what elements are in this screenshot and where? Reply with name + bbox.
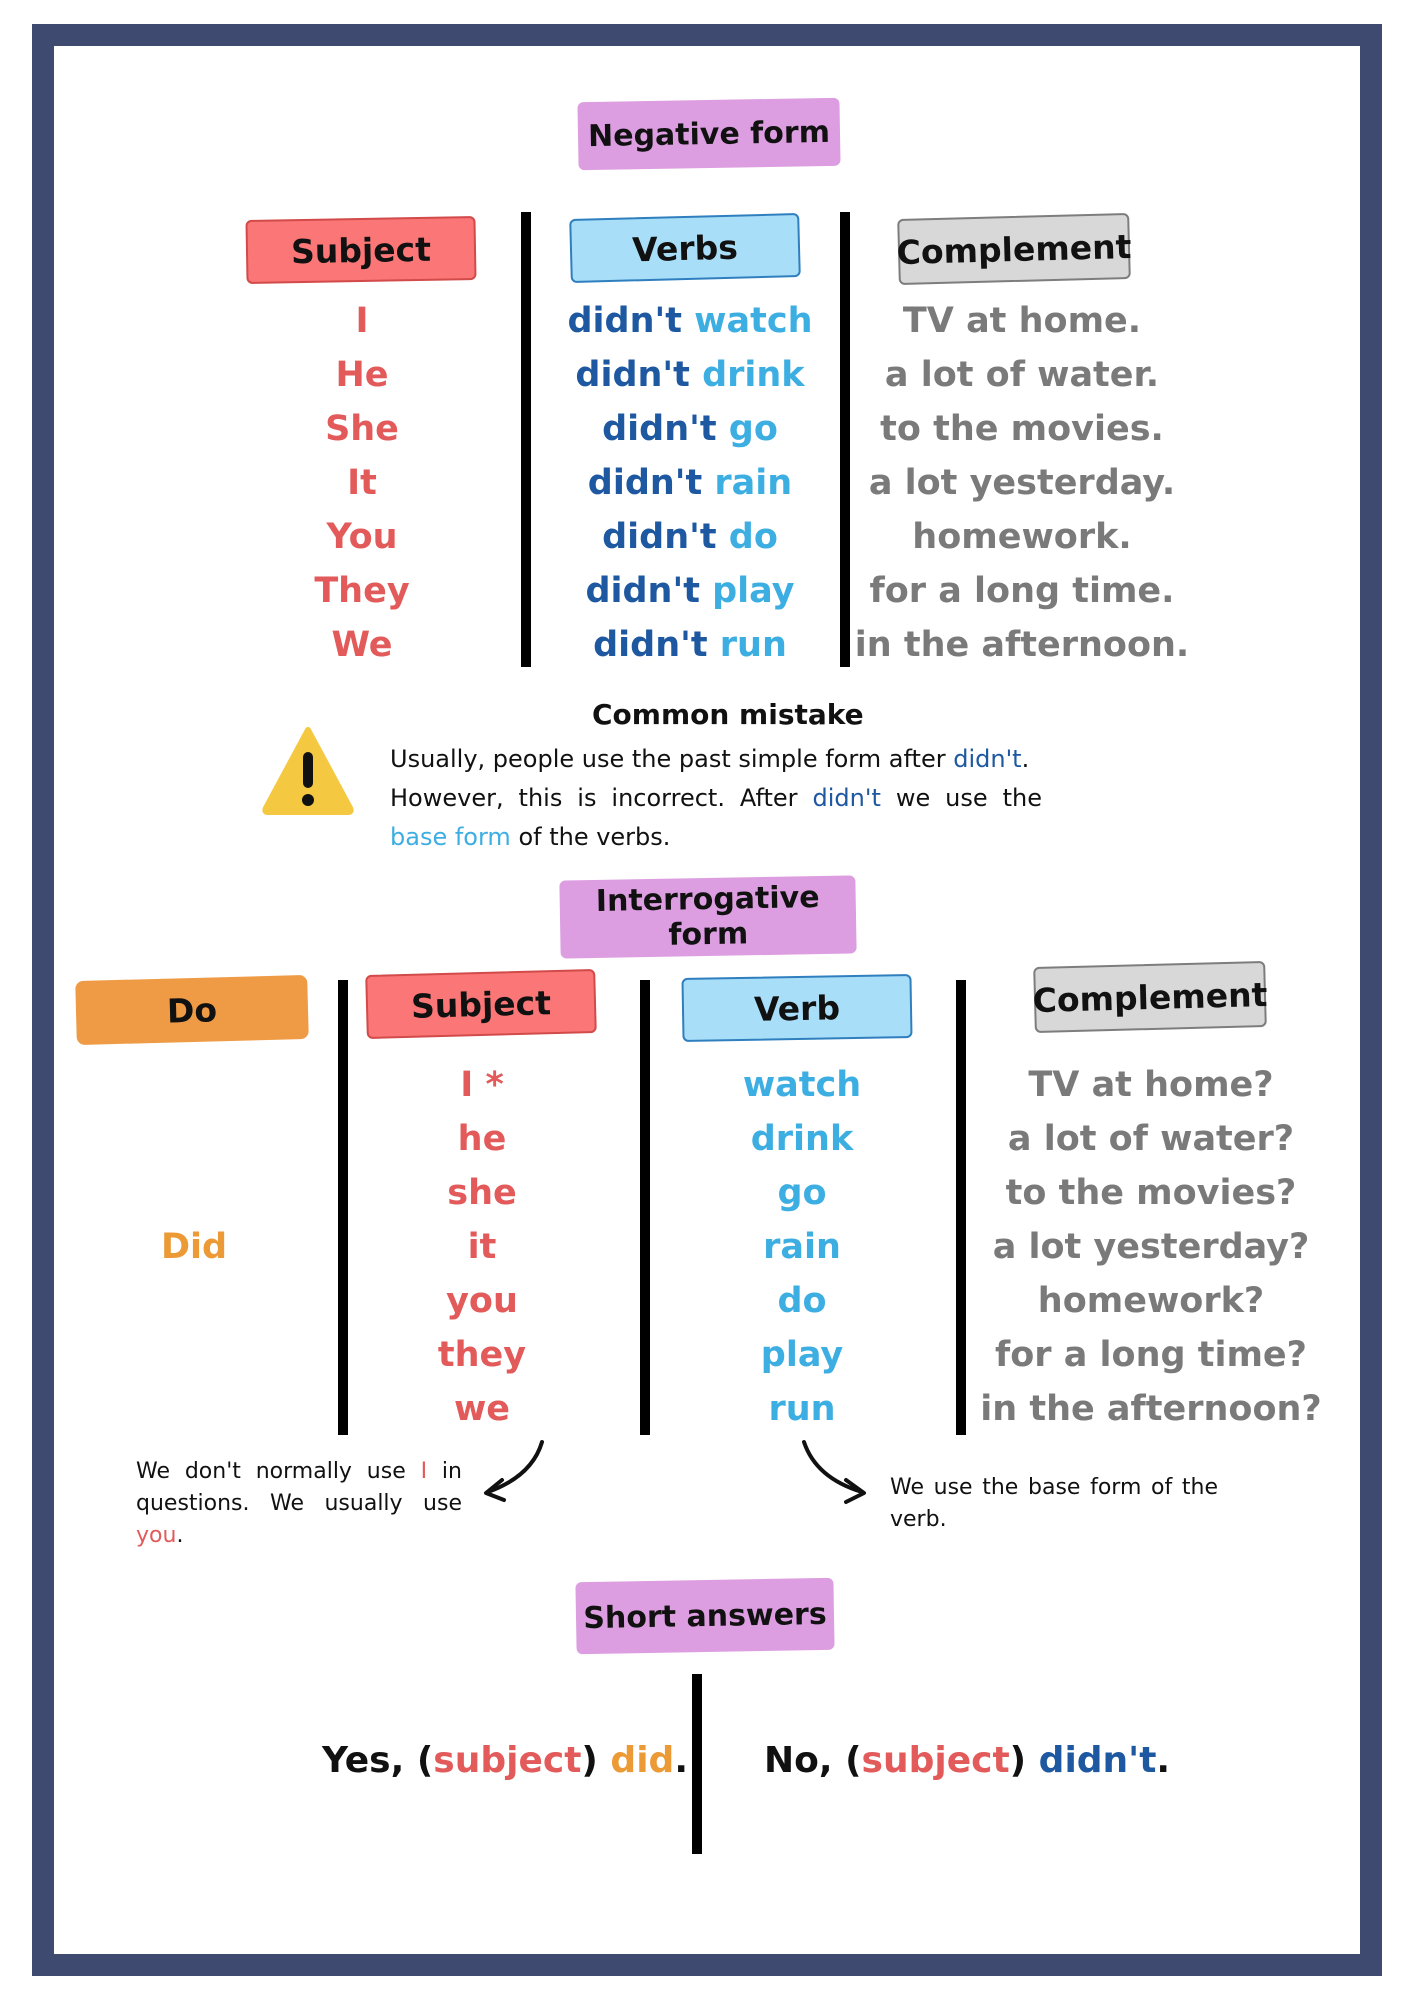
note-subject-i: We don't normally use I in questions. We usually use you. — [136, 1459, 462, 1548]
short-answers-title: Short answers — [575, 1578, 834, 1654]
verb-word: go — [728, 409, 778, 449]
interrogative-complement-column — [980, 1058, 1322, 1436]
subject-header: Subject — [245, 216, 476, 284]
complement-text: to the movies? — [1005, 1173, 1297, 1213]
divider-line — [640, 980, 650, 1435]
verb-word: do — [728, 517, 778, 557]
interrogative-form-title: Interrogative form — [559, 875, 856, 958]
subject-placeholder: subject — [861, 1740, 1010, 1781]
complement-text: to the movies. — [880, 409, 1164, 449]
subject-word: We — [331, 625, 393, 665]
didnt-highlight: didn't — [953, 745, 1022, 773]
aux-word: didn't — [567, 301, 682, 341]
verb-word: run — [719, 625, 787, 665]
verb-word: play — [760, 1335, 844, 1375]
verb-phrase — [567, 294, 812, 348]
divider-line — [338, 980, 348, 1435]
note-you-highlight: you — [136, 1523, 177, 1548]
common-mistake-text — [390, 740, 1042, 857]
verb-phrase — [575, 348, 804, 402]
complement-text: a lot of water? — [1007, 1119, 1295, 1159]
complement-header: Complement — [1033, 961, 1267, 1033]
verbs-header: Verbs — [569, 213, 801, 283]
verb-phrase — [593, 618, 787, 672]
subject-word: I * — [460, 1065, 504, 1105]
subject-word: they — [437, 1335, 527, 1375]
negative-complement-column — [854, 294, 1190, 672]
didnt-word: didn't — [1038, 1740, 1157, 1781]
subject-word: She — [325, 409, 399, 449]
do-header: Do — [75, 975, 309, 1045]
verb-phrase — [588, 456, 792, 510]
complement-text: TV at home. — [902, 301, 1142, 341]
subject-word: he — [457, 1119, 507, 1159]
verb-word: rain — [714, 463, 793, 503]
verb-phrase — [602, 510, 778, 564]
did-word: did — [610, 1740, 675, 1781]
aux-word: didn't — [587, 463, 703, 503]
complement-text: a lot yesterday? — [992, 1227, 1310, 1267]
verb-word: watch — [742, 1065, 862, 1105]
verb-word: watch — [694, 301, 813, 341]
verb-word: drink — [750, 1119, 854, 1159]
aux-word: didn't — [602, 409, 717, 449]
divider-line — [956, 980, 966, 1435]
warning-icon — [260, 724, 356, 816]
subject-word: They — [314, 571, 410, 611]
negative-form-title: Negative form — [577, 98, 840, 171]
verb-word: play — [712, 571, 795, 611]
complement-text: homework. — [912, 517, 1132, 557]
short-answer-yes: Yes, (subject) did. — [322, 1740, 688, 1781]
verb-phrase — [585, 564, 794, 618]
subject-word: she — [447, 1173, 517, 1213]
complement-text: TV at home? — [1028, 1065, 1274, 1105]
divider-line — [692, 1674, 702, 1854]
subject-word: we — [453, 1389, 511, 1429]
divider-line — [521, 212, 531, 667]
did-word: Did — [160, 1227, 228, 1267]
complement-text: in the afternoon. — [854, 625, 1190, 665]
mistake-line: Usually, people use the past simple form after didn't. — [390, 745, 1030, 773]
subject-word: it — [467, 1227, 497, 1267]
negative-verb-column — [540, 294, 840, 672]
arrow-left-icon — [472, 1436, 552, 1508]
short-answer-no: No, (subject) didn't. — [764, 1740, 1171, 1781]
complement-text: for a long time. — [869, 571, 1175, 611]
verb-word: drink — [702, 355, 805, 395]
verb-phrase — [602, 402, 778, 456]
negative-subject-column — [262, 294, 462, 672]
subject-word: I — [355, 301, 369, 341]
common-mistake-title: Common mistake — [592, 698, 864, 731]
complement-text: in the afternoon? — [980, 1389, 1322, 1429]
aux-word: didn't — [593, 625, 708, 665]
verb-word: rain — [763, 1227, 841, 1267]
didnt-highlight: didn't — [812, 784, 881, 812]
complement-text: for a long time? — [995, 1335, 1307, 1375]
subject-word: You — [326, 517, 398, 557]
mistake-line: base form of the verbs. — [390, 823, 671, 851]
subject-header: Subject — [365, 969, 597, 1039]
note-base-form: We use the base form of the verb. — [890, 1475, 1218, 1532]
base-form-highlight: base form — [390, 823, 511, 851]
mistake-line: However, this is incorrect. After didn't we use the — [390, 784, 1042, 812]
subject-word: you — [446, 1281, 518, 1321]
subject-placeholder: subject — [433, 1740, 582, 1781]
aux-word: didn't — [602, 517, 717, 557]
verb-word: go — [777, 1173, 827, 1213]
note-i-highlight: I — [420, 1459, 428, 1484]
aux-word: didn't — [585, 571, 700, 611]
subject-word: It — [347, 463, 377, 503]
interrogative-subject-column — [382, 1058, 582, 1436]
verb-header: Verb — [681, 974, 912, 1042]
complement-text: a lot of water. — [884, 355, 1160, 395]
complement-text: homework? — [1037, 1281, 1265, 1321]
interrogative-do-column — [96, 1220, 292, 1274]
verb-word: run — [768, 1389, 836, 1429]
aux-word: didn't — [575, 355, 690, 395]
arrow-right-icon — [796, 1436, 876, 1508]
divider-line — [840, 212, 850, 667]
interrogative-verb-column — [702, 1058, 902, 1436]
verb-word: do — [777, 1281, 827, 1321]
complement-text: a lot yesterday. — [868, 463, 1176, 503]
subject-word: He — [335, 355, 389, 395]
complement-header: Complement — [897, 213, 1131, 285]
